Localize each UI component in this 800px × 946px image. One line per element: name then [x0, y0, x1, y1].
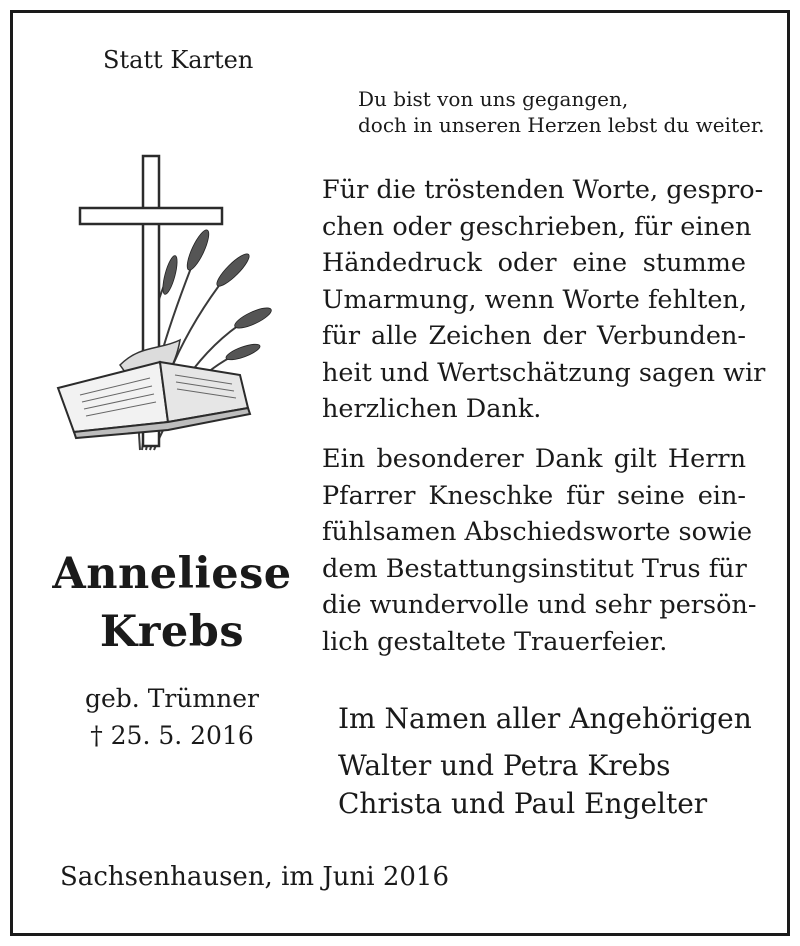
- text-line: Pfarrer Kneschke für seine ein-: [322, 480, 746, 511]
- text-line: lich gestaltete Trauerfeier.: [322, 626, 668, 657]
- text-line: herzlichen Dank.: [322, 394, 542, 424]
- text-line: Ein besonderer Dank gilt Herrn: [322, 444, 746, 474]
- deceased-details: [42, 680, 302, 754]
- signatory: Walter und Petra Krebs: [338, 749, 671, 782]
- thanks-paragraph-2: [322, 441, 757, 660]
- signature-intro: Im Namen aller Angehörigen: [338, 702, 752, 735]
- deceased-name: [42, 545, 302, 661]
- first-name: Anneliese: [52, 549, 292, 599]
- text-line: Für die tröstenden Worte, gespro-: [322, 175, 764, 205]
- thanks-paragraph-1: [322, 172, 766, 428]
- motto-line: doch in unseren Herzen lebst du weiter.: [358, 113, 765, 137]
- motto-line: Du bist von uns gegangen,: [358, 87, 629, 111]
- motto: [358, 86, 765, 138]
- signature-names: [338, 747, 707, 823]
- place-date: Sachsenhausen, im Juni 2016: [60, 862, 449, 892]
- last-name: Krebs: [99, 607, 245, 657]
- text-line: dem Bestattungsinstitut Trus für: [322, 553, 747, 584]
- text-line: die wundervolle und sehr persön-: [322, 590, 757, 620]
- text-line: Händedruck oder eine stumme: [322, 248, 746, 278]
- text-line: heit und Wertschätzung sagen wir: [322, 357, 766, 388]
- text-line: Umarmung, wenn Worte fehlten,: [322, 284, 747, 315]
- birth-name: geb. Trümner: [85, 684, 259, 713]
- death-date: † 25. 5. 2016: [90, 721, 254, 750]
- signatory: Christa und Paul Engelter: [338, 787, 708, 820]
- text-line: für alle Zeichen der Verbunden-: [322, 321, 746, 351]
- text-line: fühlsamen Abschiedsworte sowie: [322, 517, 753, 547]
- cross-wheat-bible-icon: [50, 150, 284, 472]
- text-line: chen oder geschrieben, für einen: [322, 211, 752, 242]
- statt-karten-label: Statt Karten: [103, 46, 254, 74]
